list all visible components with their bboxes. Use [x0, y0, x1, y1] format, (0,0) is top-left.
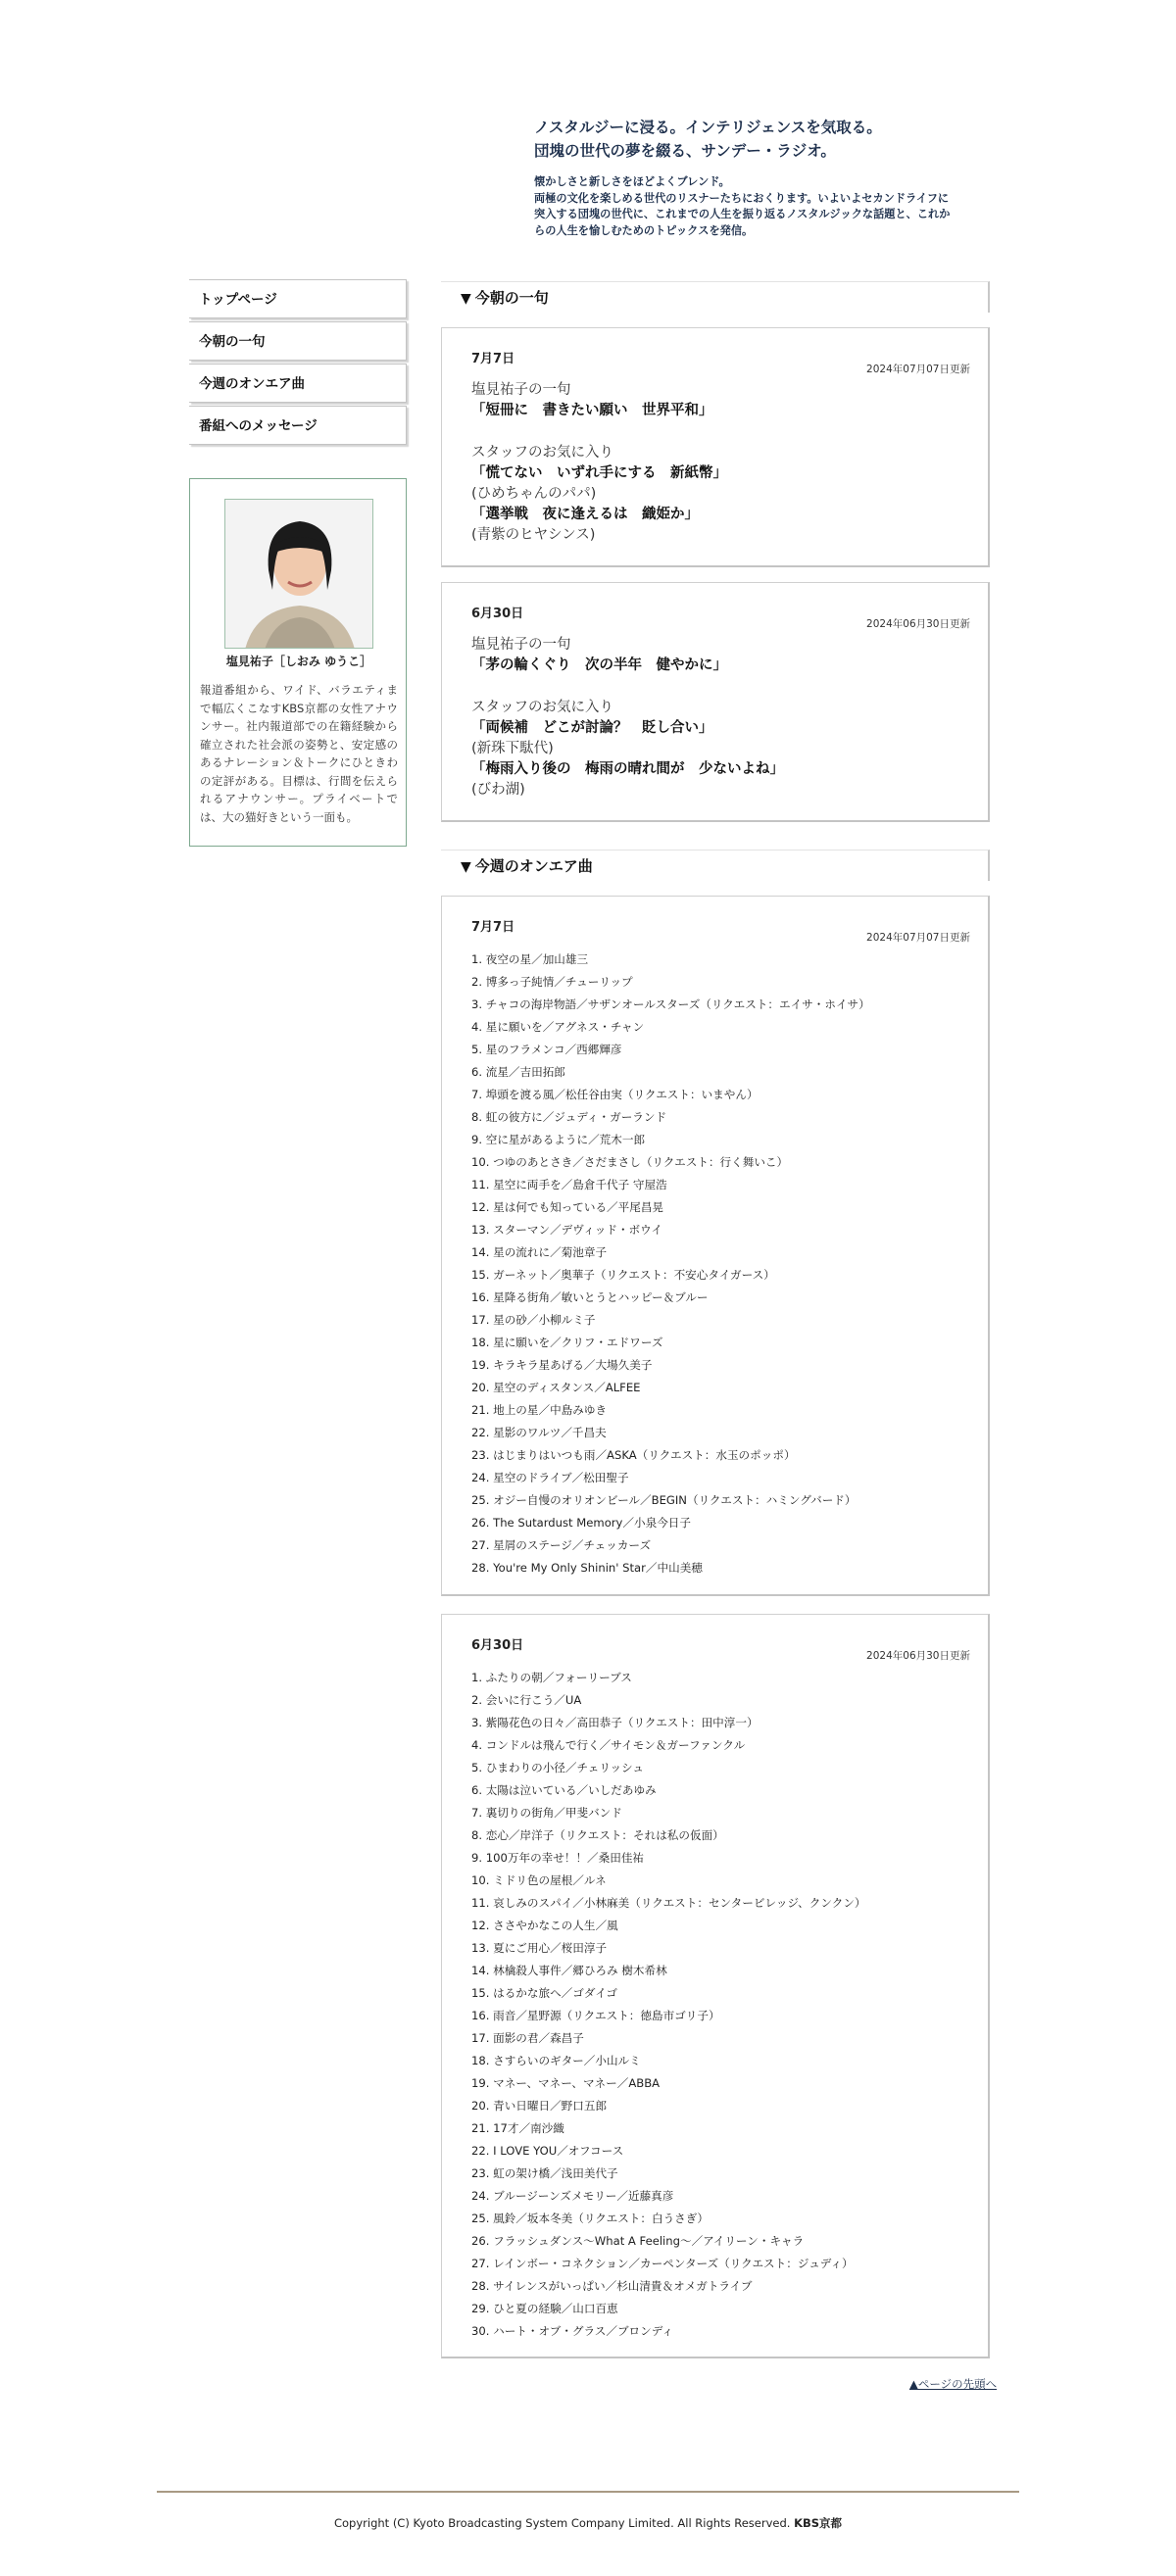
- back-to-top-link[interactable]: ▲ページの先頭へ: [909, 2377, 998, 2391]
- song-item: 25. オジー自慢のオリオンビール／BEGIN（リクエスト：ハミングバード）: [471, 1493, 857, 1507]
- tagline-line2: 団塊の世代の夢を綴る、サンデー・ラジオ。: [534, 142, 836, 160]
- song-item: 6. 太陽は泣いている／いしだあゆみ: [471, 1783, 657, 1797]
- song-item: 21. 地上の星／中島みゆき: [471, 1403, 608, 1417]
- song-item: 9. 空に星があるように／荒木一郎: [471, 1133, 646, 1146]
- song-item: 12. 星は何でも知っている／平尾昌晃: [471, 1200, 664, 1214]
- intro-line: 突入する団塊の世代に、これまでの人生を振り返るノスタルジックな話題と、これか: [534, 208, 951, 220]
- staff-fav-label: スタッフのお気に入り: [471, 700, 613, 715]
- nav-item-top[interactable]: トップページ: [189, 279, 407, 318]
- song-item: 10. つゆのあとさき／さだまさし（リクエスト：行く舞いこ）: [471, 1155, 789, 1169]
- haiku-card: [441, 327, 990, 567]
- triangle-down-icon: ▼: [461, 859, 471, 875]
- song-item: 17. 面影の君／森昌子: [471, 2031, 584, 2045]
- tagline-line1: ノスタルジーに浸る。インテリジェンスを気取る。: [534, 119, 882, 136]
- song-item: 8. 虹の彼方に／ジュディ・ガーランド: [471, 1110, 667, 1124]
- song-item: 26. フラッシュダンス〜What A Feeling〜／アイリーン・キャラ: [471, 2234, 805, 2248]
- section-title-songs-label: 今週のオンエア曲: [474, 857, 593, 875]
- card-updated: 2024年07月07日更新: [866, 932, 970, 944]
- host-haiku-label: 塩見祐子の一句: [471, 637, 571, 653]
- site-header: [534, 116, 995, 239]
- intro-text: [534, 174, 995, 239]
- section-title-haiku: [441, 281, 990, 313]
- song-item: 4. 星に願いを／アグネス・チャン: [471, 1020, 645, 1034]
- section-title-haiku-label: 今朝の一句: [474, 289, 549, 307]
- song-item: 18. 星に願いを／クリフ・エドワーズ: [471, 1336, 663, 1349]
- song-item: 5. 星のフラメンコ／西郷輝彦: [471, 1043, 622, 1056]
- host-profile: [189, 478, 407, 847]
- sidebar: [189, 279, 407, 847]
- song-item: 16. 星降る街角／敏いとうとハッピー＆ブルー: [471, 1290, 709, 1304]
- intro-line: 懐かしさと新しさをほどよくブレンド。: [534, 175, 730, 188]
- footer: [0, 2515, 1176, 2531]
- song-item: 22. 星影のワルツ／千昌夫: [471, 1426, 607, 1439]
- song-item: 3. チャコの海岸物語／サザンオールスターズ（リクエスト：エイサ・ホイサ）: [471, 997, 870, 1011]
- haiku-content: [471, 635, 970, 801]
- song-item: 25. 風鈴／坂本冬美（リクエスト：白うさぎ）: [471, 2211, 709, 2225]
- host-bio: 報道番組から、ワイド、バラエティまで幅広くこなすKBS京都の女性アナウンサー。社内報道部での在籍経験から確立された社会派の姿勢と、安定感のあるナレーション＆トークにひときわの定評がある。目標は、行間を伝えられるアナウンサー。プライベートでは、大の猫好きという一面も。: [200, 683, 398, 824]
- song-item: 14. 星の流れに／菊池章子: [471, 1245, 608, 1259]
- song-item: 12. ささやかなこの人生／風: [471, 1919, 618, 1932]
- song-item: 14. 林檎殺人事件／郷ひろみ 樹木希林: [471, 1964, 667, 1977]
- intro-line: らの人生を愉しむためのトピックスを発信。: [534, 223, 754, 237]
- song-item: 21. 17才／南沙織: [471, 2121, 564, 2135]
- song-item: 24. 星空のドライブ／松田聖子: [471, 1471, 629, 1484]
- footer-brand: KBS京都: [794, 2516, 843, 2530]
- nav-item-message[interactable]: 番組へのメッセージ: [189, 406, 407, 445]
- copyright-text: Copyright (C) Kyoto Broadcasting System Company Limited. All Rights Reserved.: [333, 2516, 791, 2530]
- song-item: 1. ふたりの朝／フォーリーブス: [471, 1671, 632, 1684]
- song-item: 5. ひまわりの小径／チェリッシュ: [471, 1761, 645, 1774]
- song-item: 11. 哀しみのスパイ／小林麻美（リクエスト：センタービレッジ、クンクン）: [471, 1896, 866, 1910]
- card-updated: 2024年07月07日更新: [866, 364, 970, 375]
- card-date: 7月7日: [471, 352, 515, 366]
- song-list: [471, 1667, 970, 2343]
- haiku-author: (ひめちゃんのパパ): [471, 486, 597, 502]
- haiku-content: [471, 380, 970, 546]
- song-item: 10. ミドリ色の屋根／ルネ: [471, 1873, 607, 1887]
- host-photo: [224, 499, 373, 649]
- song-item: 28. You're My Only Shinin' Star／中山美穂: [471, 1561, 703, 1575]
- song-item: 4. コンドルは飛んで行く／サイモン＆ガーファンクル: [471, 1738, 746, 1752]
- song-item: 16. 雨音／星野源（リクエスト：徳島市ゴリ子）: [471, 2009, 720, 2022]
- nav-item-haiku[interactable]: 今朝の一句: [189, 321, 407, 361]
- section-title-songs: [441, 850, 990, 881]
- song-item: 13. 夏にご用心／桜田淳子: [471, 1941, 608, 1955]
- triangle-down-icon: ▼: [461, 291, 471, 307]
- song-item: 2. 博多っ子純情／チューリップ: [471, 975, 633, 989]
- card-date: 6月30日: [471, 607, 524, 621]
- intro-line: 両極の文化を楽しめる世代のリスナーたちにおくります。いよいよセカンドライフに: [534, 191, 950, 205]
- song-item: 7. 埠頭を渡る風／松任谷由実（リクエスト：いまやん）: [471, 1088, 759, 1101]
- song-item: 27. レインボー・コネクション／カーペンターズ（リクエスト：ジュディ）: [471, 2257, 854, 2270]
- song-item: 23. はじまりはいつも雨／ASKA（リクエスト：水玉のポッポ）: [471, 1448, 796, 1462]
- song-item: 29. ひと夏の経験／山口百恵: [471, 2302, 618, 2315]
- song-item: 23. 虹の架け橋／浅田美代子: [471, 2166, 618, 2180]
- footer-divider: [157, 2491, 1019, 2493]
- song-item: 20. 星空のディスタンス／ALFEE: [471, 1381, 641, 1394]
- song-item: 13. スターマン／デヴィッド・ボウイ: [471, 1223, 662, 1237]
- nav-item-songs[interactable]: 今週のオンエア曲: [189, 364, 407, 403]
- card-updated: 2024年06月30日更新: [866, 1650, 970, 1662]
- card-updated: 2024年06月30日更新: [866, 618, 970, 630]
- song-item: 1. 夜空の星／加山雄三: [471, 952, 589, 966]
- song-item: 24. ブルージーンズメモリー／近藤真彦: [471, 2189, 674, 2203]
- song-item: 27. 星屑のステージ／チェッカーズ: [471, 1538, 652, 1552]
- staff-fav-haiku: 「選挙戦 夜に逢えるは 織姫か」: [471, 507, 699, 522]
- song-item: 22. I LOVE YOU／オフコース: [471, 2144, 624, 2158]
- songs-card: [441, 1614, 990, 2358]
- staff-fav-haiku: 「梅雨入り後の 梅雨の晴れ間が 少ないよね」: [471, 761, 784, 777]
- songs-card: [441, 896, 990, 1596]
- song-item: 15. ガーネット／奥華子（リクエスト：不安心タイガース）: [471, 1268, 775, 1282]
- song-item: 8. 恋心／岸洋子（リクエスト：それは私の仮面）: [471, 1828, 724, 1842]
- song-item: 3. 紫陽花色の日々／高田恭子（リクエスト：田中淳一）: [471, 1716, 759, 1729]
- song-item: 15. はるかな旅へ／ゴダイゴ: [471, 1986, 617, 2000]
- song-item: 2. 会いに行こう／UA: [471, 1693, 582, 1707]
- song-item: 28. サイレンスがいっぱい／杉山清貴＆オメガトライブ: [471, 2279, 753, 2293]
- haiku-author: (新珠下駄代): [471, 741, 554, 756]
- song-item: 30. ハート・オブ・グラス／ブロンディ: [471, 2324, 674, 2338]
- card-date: 6月30日: [471, 1638, 524, 1653]
- song-item: 18. さすらいのギター／小山ルミ: [471, 2054, 641, 2067]
- haiku-author: (びわ湖): [471, 782, 525, 798]
- haiku-author: (青紫のヒヤシンス): [471, 527, 596, 543]
- song-item: 11. 星空に両手を／島倉千代子 守屋浩: [471, 1178, 667, 1191]
- song-list: [471, 948, 970, 1580]
- song-item: 20. 青い日曜日／野口五郎: [471, 2099, 608, 2113]
- staff-fav-haiku: 「両候補 どこが討論？ 貶し合い」: [471, 720, 713, 736]
- song-item: 17. 星の砂／小柳ルミ子: [471, 1313, 596, 1327]
- song-item: 6. 流星／吉田拓郎: [471, 1065, 565, 1079]
- host-name: 塩見祐子［しおみ ゆうこ］: [225, 655, 372, 668]
- song-item: 7. 裏切りの街角／甲斐バンド: [471, 1806, 622, 1820]
- staff-fav-label: スタッフのお気に入り: [471, 445, 613, 461]
- card-date: 7月7日: [471, 920, 515, 935]
- song-item: 19. キラキラ星あげる／大場久美子: [471, 1358, 653, 1372]
- host-haiku-label: 塩見祐子の一句: [471, 382, 571, 398]
- host-haiku: 「茅の輪くぐり 次の半年 健やかに」: [471, 657, 727, 673]
- song-item: 26. The Sutardust Memory／小泉今日子: [471, 1516, 691, 1530]
- staff-fav-haiku: 「慌てない いずれ手にする 新紙幣」: [471, 465, 727, 481]
- host-haiku: 「短冊に 書きたい願い 世界平和」: [471, 403, 713, 418]
- host-portrait-icon: [225, 500, 373, 649]
- song-item: 19. マネー、マネー、マネー／ABBA: [471, 2076, 661, 2090]
- song-item: 9. 100万年の幸せ！！／桑田佳祐: [471, 1851, 645, 1865]
- haiku-card: [441, 582, 990, 822]
